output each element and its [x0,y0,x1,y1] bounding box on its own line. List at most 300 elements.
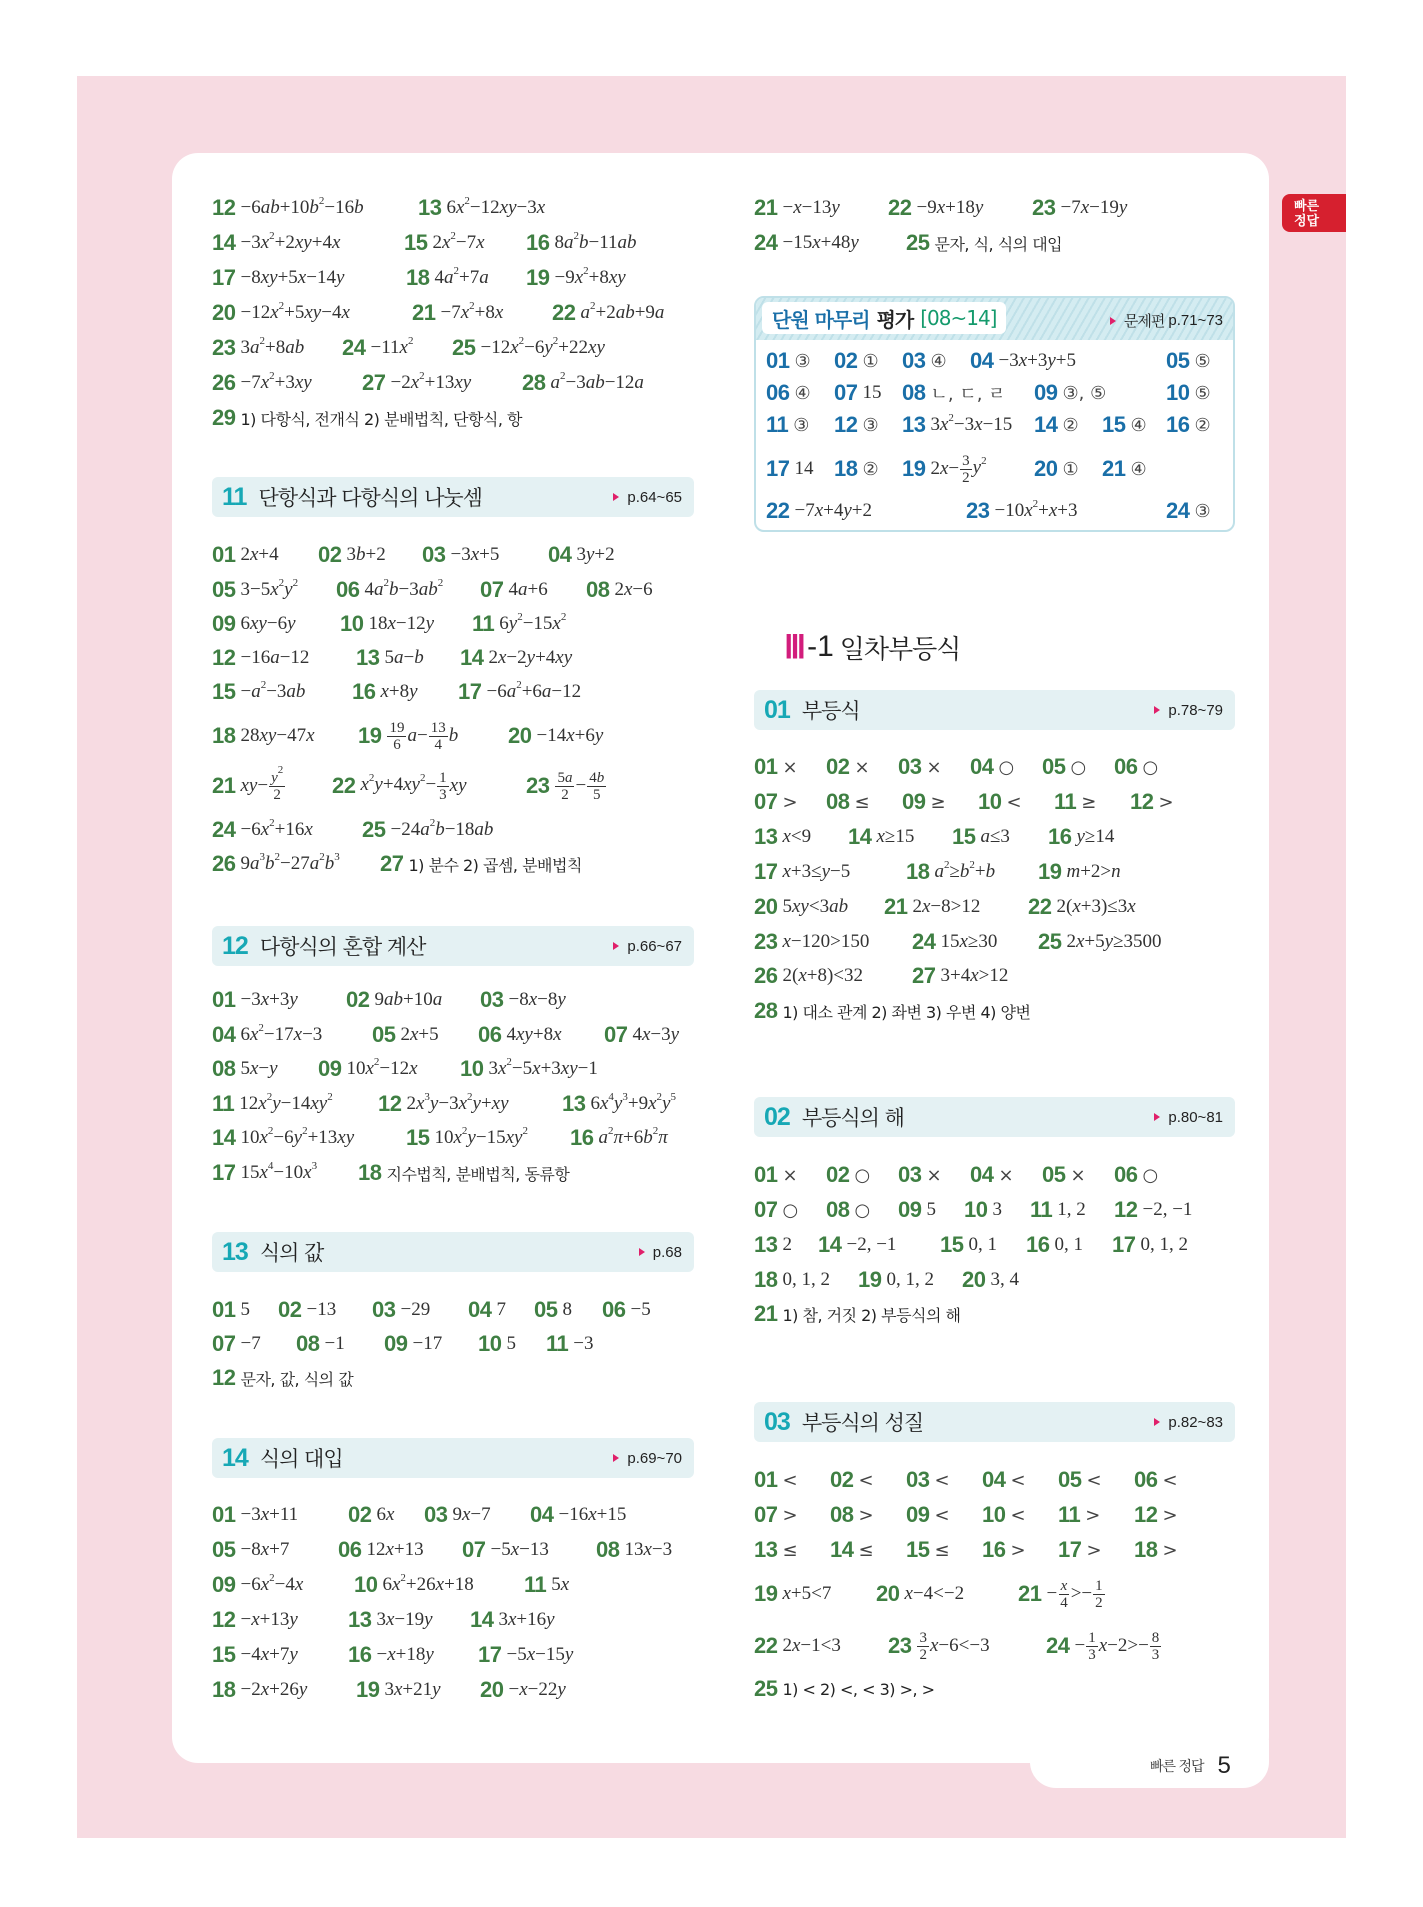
answer-symbol: ≤ [934,1539,950,1561]
answer-item [912,927,997,957]
answer-item [754,1579,831,1609]
answer-expression: $-7x^2+3xy$ [240,370,312,393]
answer-expression: −x−22y [508,1679,566,1700]
answer-item [212,677,305,707]
answer-expression: 3x−19y [376,1609,433,1630]
answer-number: 23 [1032,195,1056,220]
answer-number: 12 [834,412,858,437]
denominator: 2 [962,469,970,486]
answer-item [826,1160,870,1190]
answer-symbol: ③ [794,350,811,372]
answer-expression: x+3≤y−5 [782,861,851,882]
chapter-name: 일차부등식 [839,634,961,665]
answer-number: 09 [898,1197,922,1222]
answer-expression: 2(x+8)<32 [782,965,864,986]
arrow-right-icon [613,1454,619,1462]
answer-number: 20 [754,894,778,919]
answer-number: 10 [964,1197,988,1222]
answer-item [754,1230,792,1260]
answer-number: 14 [212,1125,236,1150]
answer-number: 21 [412,300,436,325]
answer-number: 20 [962,1267,986,1292]
answer-number: 06 [602,1297,626,1322]
answer-number: 04 [970,754,994,779]
answer-number: 18 [906,859,930,884]
answer-item [970,752,1014,782]
answer-symbol: ○ [1070,756,1087,778]
answer-expression: −8x−8y [508,989,566,1010]
answer-item [754,927,869,957]
answer-expression: $x^2y+4xy^2-$ $\frac{1}{3}$ xy [360,769,467,803]
answer-expression: $-12x^2-6y^2+22xy$ [480,335,605,358]
section-title: 단항식과 다항식의 나눗셈 [258,486,482,510]
answer-symbol: ≤ [858,1539,874,1561]
denominator: 6 [393,736,401,753]
answer-expression: −5 [630,1299,651,1320]
answer-item [1130,787,1174,817]
answer-item [470,1605,555,1635]
section-page-link[interactable] [1154,1109,1223,1126]
answer-item [562,1089,676,1119]
answer-number: 07 [480,577,504,602]
answer-expression: 12x+13 [366,1539,424,1560]
answer-number: 17 [754,859,778,884]
answer-number: 25 [362,817,386,842]
section-title: 부등식 [801,699,860,723]
answer-expression: $a^2\ge b^2+b$ [934,859,996,882]
answer-item [902,378,1006,408]
answer-item [212,1640,298,1670]
answer-expression: 3 [992,1199,1002,1220]
answer-item [754,857,850,887]
answer-item [1034,454,1079,484]
answer-expression: −2x+26y [240,1679,308,1700]
answer-number: 05 [1166,348,1190,373]
numerator: 8 [1151,1629,1160,1646]
answer-text: 문자, 식, 식의 대입 [934,234,1063,254]
answer-item [1134,1500,1178,1530]
answer-number: 03 [480,987,504,1012]
answer-item [754,1674,935,1704]
answer-expression: 4a+6 [508,579,548,600]
answer-item [362,815,493,845]
answer-item [212,1158,317,1188]
answer-item [526,228,637,258]
answer-symbol: ② [1194,414,1211,436]
denominator: 3 [1088,1646,1096,1663]
section-page-link[interactable] [639,1244,682,1261]
answer-number: 05 [372,1022,396,1047]
answer-number: 20 [480,1677,504,1702]
answer-expression: 5xy<3ab [782,896,849,917]
answer-number: 11 [524,1572,547,1597]
answer-number: 15 [406,1125,430,1150]
answer-item [906,1465,950,1495]
answer-expression: $3-5x^2y^2$ [240,577,299,600]
answer-item [1114,1160,1158,1190]
answer-number: 18 [834,456,858,481]
answer-expression: −15x+48y [782,232,859,253]
answer-number: 12 [212,195,236,220]
answer-number: 16 [570,1125,594,1150]
fraction [437,770,449,803]
answer-item [452,333,605,363]
answer-expression: $-24a^2b-18ab$ [390,817,494,840]
answer-item [1166,410,1211,440]
answer-item [212,1054,278,1084]
answer-expression: $6x^2-17x-3$ [240,1022,323,1045]
answer-expression: $a^2+2ab+9a$ [580,300,665,323]
answer-expression: $-12x^2+5xy-4x$ [240,300,350,323]
answer-item [480,1675,566,1705]
answer-item [766,346,811,376]
numerator: 3 [919,1629,927,1646]
answer-expression: − $\frac{1}{3}$ x−2>− $\frac{8}{3}$ [1074,1629,1160,1663]
answer-number: 28 [754,998,778,1023]
answer-item [552,298,664,328]
answer-number: 10 [1166,380,1190,405]
answer-number: 13 [418,195,442,220]
answer-number: 25 [1038,929,1062,954]
answer-number: 02 [826,1162,850,1187]
answer-expression: −1 [324,1333,345,1354]
section-page: p.68 [652,1243,682,1261]
answer-number: 05 [212,1537,236,1562]
answer-number: 04 [530,1502,554,1527]
answer-number: 21 [1102,456,1126,481]
answer-item [472,609,566,639]
answer-number: 15 [906,1537,930,1562]
quick-answer-tab[interactable] [1282,194,1346,232]
answer-number: 21 [212,773,236,798]
answer-symbol: ③ [862,414,879,436]
answer-number: 01 [212,1502,236,1527]
answer-expression: x≥15 [876,826,915,847]
answer-item [966,496,1078,526]
answer-number: 06 [766,380,790,405]
answer-item [212,228,340,258]
answer-expression: 18x−12y [368,613,435,634]
answer-item [480,985,566,1015]
answer-number: 23 [212,335,236,360]
answer-expression: 2x+4 [240,544,279,565]
answer-symbol: ④ [930,350,947,372]
section-header-12 [212,926,694,966]
answer-number: 18 [358,1160,382,1185]
answer-item [380,849,582,879]
answer-symbol: ④ [1130,414,1147,436]
answer-expression: 6x [376,1504,395,1525]
section-number: 13 [222,1237,248,1266]
answer-item [478,1020,562,1050]
section-page: p.82~83 [1168,1413,1223,1431]
answer-number: 13 [356,645,380,670]
answer-expression: 2x−6 [614,579,653,600]
numerator: 1 [1088,1629,1096,1646]
answer-item [212,1123,354,1153]
arrow-right-icon [613,942,619,950]
answer-number: 16 [352,679,376,704]
answer-number: 17 [1112,1232,1136,1257]
answer-number: 07 [754,789,778,814]
answer-expression: 4xy+8x [506,1024,562,1045]
answer-number: 02 [346,987,370,1012]
answer-number: 12 [1130,789,1154,814]
answer-item [418,193,545,223]
answer-number: 09 [906,1502,930,1527]
answer-item [834,378,881,408]
answer-item [212,763,286,803]
answer-number: 07 [604,1022,628,1047]
unit-review-title-b: 평가 [876,307,914,332]
answer-item [570,1123,668,1153]
answer-number: 13 [754,824,778,849]
answer-expression: $\frac{3}{2}$ x−6<−3 [919,1629,990,1663]
answer-number: 16 [982,1537,1006,1562]
answer-item [906,1535,950,1565]
answer-item [212,1605,298,1635]
answer-number: 14 [848,824,872,849]
answer-item [964,1195,1002,1225]
answer-expression: −7 [240,1333,261,1354]
answer-expression: $2x^2-7x$ [432,230,485,253]
answer-number: 10 [478,1331,502,1356]
answer-item [602,1295,651,1325]
answer-expression: 2x−1<3 [782,1635,841,1656]
section-title: 부등식의 성질 [801,1411,924,1435]
answer-number: 18 [406,265,430,290]
fraction [387,720,406,753]
answer-item [212,540,279,570]
numerator: 1 [439,769,447,786]
answer-item [384,1329,442,1359]
answer-item [372,1020,439,1050]
answer-number: 21 [754,195,778,220]
answer-item [1134,1535,1178,1565]
section-page-link[interactable] [613,489,682,506]
fraction [555,770,574,803]
answer-item [468,1295,506,1325]
answer-item [952,822,1010,852]
section-page: p.69~70 [627,1449,682,1467]
answer-expression: $-7x^2+8x$ [440,300,504,323]
answer-item [1058,1500,1100,1530]
answer-symbol: × [926,756,942,778]
answer-item [212,1675,307,1705]
answer-symbol: ○ [854,1164,871,1186]
section-title: 부등식의 해 [801,1106,904,1130]
answer-item [458,677,581,707]
section-number: 12 [222,931,248,960]
answer-item [534,1295,572,1325]
answer-number: 12 [1134,1502,1158,1527]
answer-symbol: ≥ [930,791,946,813]
answer-symbol: > [1085,1504,1101,1526]
answer-item [1102,454,1147,484]
answer-number: 09 [212,1572,236,1597]
section-page-link[interactable] [1154,1414,1223,1431]
answer-expression: $a^2-3ab-12a$ [550,370,644,393]
denominator: 5 [592,786,601,803]
answer-number: 21 [1018,1581,1042,1606]
answer-expression: x−4<−2 [904,1583,965,1604]
answer-number: 26 [212,851,236,876]
answer-number: 06 [1114,754,1138,779]
answer-item [754,996,1030,1026]
section-page-link[interactable] [613,938,682,955]
answer-number: 13 [562,1091,586,1116]
answer-symbol: ③, ⑤ [1062,382,1107,404]
answer-number: 04 [982,1467,1006,1492]
answer-number: 07 [754,1502,778,1527]
answer-item [480,575,548,605]
answer-text: 문자, 값, 식의 값 [240,1369,354,1389]
unit-review-title [762,302,1006,334]
answer-symbol: ○ [854,1199,871,1221]
answer-number: 19 [1038,859,1062,884]
numerator: 1 [1095,1577,1103,1594]
answer-item [524,1570,569,1600]
answer-expression: $\frac{19}{6}$ a− $\frac{13}{4}$ b [389,719,459,753]
answer-item [340,609,434,639]
answer-symbol: > [1162,1539,1178,1561]
answer-number: 24 [1046,1633,1070,1658]
answer-item [1042,1160,1086,1190]
answer-expression: −2, −1 [1142,1199,1193,1220]
answer-number: 03 [906,1467,930,1492]
answer-item [1034,378,1106,408]
answer-symbol: > [858,1504,874,1526]
answer-item [902,454,987,484]
answer-expression: $4a^2+7a$ [434,265,489,288]
answer-item [766,496,872,526]
answer-number: 03 [898,1162,922,1187]
answer-expression: 3x+21y [384,1679,441,1700]
answer-item [902,346,947,376]
answer-item [826,752,870,782]
answer-item [212,575,298,605]
answer-number: 07 [754,1197,778,1222]
answer-symbol: ○ [1142,1164,1159,1186]
answer-expression: −3x+3y+5 [998,350,1077,371]
answer-expression: $-6ab+10b^2-16b$ [240,195,364,218]
answer-item [906,857,995,887]
section-page-link[interactable] [613,1450,682,1467]
answer-item [212,609,296,639]
answer-item [478,1640,573,1670]
answer-number: 27 [380,851,404,876]
fraction [1093,1578,1105,1611]
answer-item [830,1500,874,1530]
answer-number: 03 [424,1502,448,1527]
answer-number: 03 [372,1297,396,1322]
answer-number: 09 [318,1056,342,1081]
answer-item [422,540,499,570]
answer-number: 19 [356,1677,380,1702]
answer-symbol: < [1006,791,1022,813]
answer-item [212,985,298,1015]
denominator: 2 [1095,1594,1103,1611]
answer-text: 1) 다항식, 전개식 2) 분배법칙, 단항식, 항 [240,409,522,429]
answer-item [754,1500,798,1530]
denominator: 4 [434,736,442,753]
answer-expression: $-2x^2+13xy$ [390,370,472,393]
answer-symbol: ○ [1142,756,1159,778]
answer-item [754,1299,961,1329]
answer-symbol: > [1158,791,1174,813]
answer-item [1058,1535,1102,1565]
answer-item [348,1640,434,1670]
answer-item [212,815,313,845]
answer-expression: − $\frac{x}{4}$ >− $\frac{1}{2}$ [1046,1577,1103,1611]
answer-number: 20 [508,723,532,748]
answer-number: 07 [462,1537,486,1562]
answer-expression: 28xy−47x [240,725,315,746]
answer-item [462,1535,549,1565]
answer-number: 11 [212,1091,235,1116]
answer-text: 1) 분수 2) 곱셈, 분배법칙 [408,855,582,875]
section-header-02 [754,1097,1235,1137]
answer-number: 06 [336,577,360,602]
arrow-right-icon [1154,706,1160,714]
answer-number: 15 [404,230,428,255]
answer-item [412,298,503,328]
answer-item [212,1295,250,1325]
answer-item [1038,857,1121,887]
section-page-link[interactable] [1154,702,1223,719]
answer-symbol: ≤ [854,791,870,813]
answer-item [982,1465,1026,1495]
answer-number: 01 [766,348,790,373]
answer-item [406,1123,528,1153]
answer-symbol: ⑤ [1194,350,1211,372]
arrow-right-icon [639,1248,645,1256]
answer-expression: 3x+16y [498,1609,555,1630]
unit-review-page-label: 문제편 [1123,312,1165,330]
answer-item [766,454,813,484]
answer-number: 12 [378,1091,402,1116]
answer-expression: −16a−12 [240,647,310,668]
section-page: p.78~79 [1168,701,1223,719]
unit-review-page-link[interactable] [1110,310,1223,331]
answer-number: 11 [1058,1502,1081,1527]
answer-item [978,787,1022,817]
answer-item [970,1160,1014,1190]
answer-expression: $3x^2-3x-15$ [930,412,1013,435]
answer-expression: −8x+7 [240,1539,290,1560]
answer-expression: $a^2\pi+6b^2\pi$ [598,1125,668,1148]
answer-item [888,1631,990,1661]
answer-number: 25 [906,230,930,255]
answer-item [352,677,418,707]
denominator: 2 [273,786,281,803]
answer-item [830,1465,874,1495]
answer-number: 07 [212,1331,236,1356]
answer-number: 01 [212,542,236,567]
answer-number: 24 [212,817,236,842]
answer-number: 17 [478,1642,502,1667]
answer-number: 24 [754,230,778,255]
answer-item [358,1158,569,1188]
answer-expression: 0, 1 [1054,1234,1083,1255]
answer-expression: x−120>150 [782,931,870,952]
answer-expression: 5a−b [384,647,424,668]
answer-number: 11 [1054,789,1077,814]
section-header-11 [212,477,694,517]
answer-number: 08 [212,1056,236,1081]
answer-number: 14 [470,1607,494,1632]
answer-item [830,1535,874,1565]
